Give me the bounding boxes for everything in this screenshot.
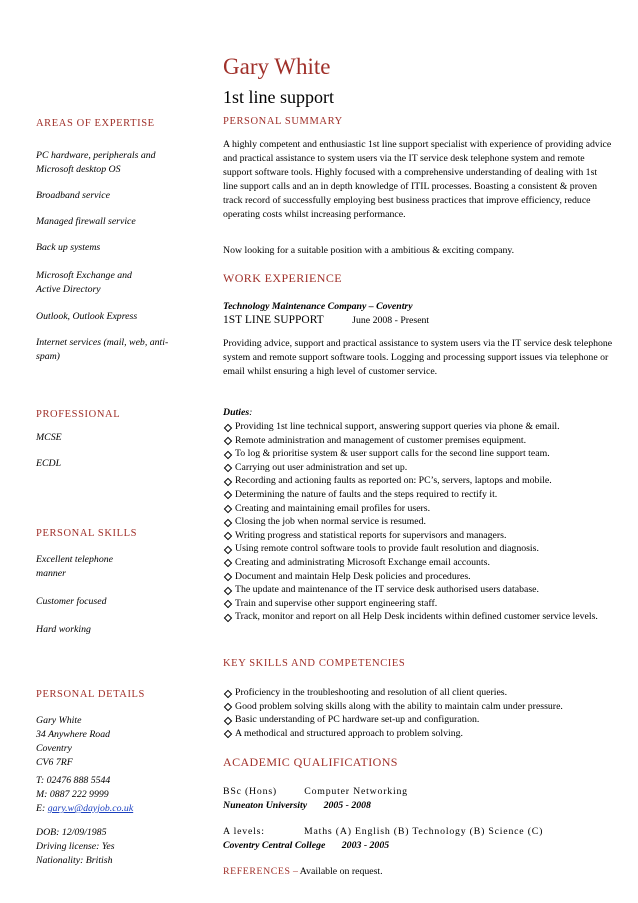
job-title: 1st line support xyxy=(223,87,334,107)
expertise-item: Outlook, Outlook Express xyxy=(36,311,138,322)
duty-item: Determining the nature of faults and the steps required to rectify it. xyxy=(223,488,613,502)
university-row xyxy=(223,799,613,813)
mobile: M: 0887 222 9999 xyxy=(36,789,109,800)
candidate-name: Gary White xyxy=(223,54,331,79)
job-row xyxy=(223,313,613,328)
email-row xyxy=(36,802,196,816)
duties-list xyxy=(223,420,613,624)
skills-heading: PERSONAL SKILLS xyxy=(36,528,138,539)
driving-license: Driving license: Yes xyxy=(36,841,115,852)
summary-text: A highly competent and enthusiastic 1st line support specialist with experience of providing advice and practical assistance to system users via the IT service desk telephone system and remote support software tools. Highly focused with a comprehensive understanding of dealing with 1st line support calls and an in depth knowledge of ITIL processes. Boasting a consistent & proven track record of successfully employing best business practices that improve efficiency, reduce operating costs whilst increasing performance. xyxy=(223,139,612,220)
key-skill-item: Proficiency in the troubleshooting and resolution of all client queries. xyxy=(223,686,613,700)
expertise-item: Broadband service xyxy=(36,190,110,201)
key-skill-item: Good problem solving skills along with the ability to maintain calm under pressure. xyxy=(223,700,613,714)
address-block xyxy=(36,714,186,770)
key-skills-list xyxy=(223,686,613,740)
address-line: 34 Anywhere Road xyxy=(36,729,111,740)
expertise-item: Microsoft Exchange and Active Directory xyxy=(36,270,132,295)
email-label: E: xyxy=(36,803,48,814)
summary-heading: PERSONAL SUMMARY xyxy=(223,116,343,127)
duty-item: Closing the job when normal service is resumed. xyxy=(223,515,613,529)
alevels-row xyxy=(223,825,613,839)
professional-heading: PROFESSIONAL xyxy=(36,409,121,420)
duties-label-row xyxy=(223,406,613,420)
expertise-item: Internet services (mail, web, anti-spam) xyxy=(36,337,169,362)
college: Coventry Central College xyxy=(223,840,326,851)
college-dates: 2003 - 2005 xyxy=(341,840,390,851)
degree: BSc (Hons) xyxy=(223,786,277,797)
education-heading: ACADEMIC QUALIFICATIONS xyxy=(223,755,398,769)
duty-item: Writing progress and statistical reports for supervisors and managers. xyxy=(223,529,613,543)
key-skill-item: A methodical and structured approach to problem solving. xyxy=(223,727,613,741)
references-text: Available on request. xyxy=(299,866,383,877)
company-name: Technology Maintenance Company – Coventry xyxy=(223,301,413,312)
address-line: CV6 7RF xyxy=(36,757,73,768)
duty-item: Remote administration and management of customer premises equipment. xyxy=(223,434,613,448)
professional-item: MCSE xyxy=(36,432,62,443)
expertise-heading: AREAS OF EXPERTISE xyxy=(36,118,155,129)
duties-label: Duties xyxy=(223,407,250,418)
skill-item: Customer focused xyxy=(36,596,107,607)
professional-item: ECDL xyxy=(36,458,62,469)
dob: DOB: 12/09/1985 xyxy=(36,827,107,838)
duty-item: Recording and actioning faults as reported on: PC’s, servers, laptops and mobile. xyxy=(223,474,613,488)
skill-item: Hard working xyxy=(36,624,91,635)
expertise-item: PC hardware, peripherals and Microsoft desktop OS xyxy=(36,150,156,175)
duty-item: Track, monitor and report on all Help Desk incidents within defined customer service levels. xyxy=(223,610,613,624)
expertise-item: Managed firewall service xyxy=(36,216,136,227)
duty-item: Creating and maintaining email profiles for users. xyxy=(223,502,613,516)
duties-colon: : xyxy=(249,407,253,418)
details-heading: PERSONAL DETAILS xyxy=(36,689,145,700)
references-row xyxy=(223,865,613,879)
key-skills-heading: KEY SKILLS AND COMPETENCIES xyxy=(223,658,406,669)
duty-item: Creating and administrating Microsoft Exchange email accounts. xyxy=(223,556,613,570)
degree-row xyxy=(223,785,613,799)
duty-item: Carrying out user administration and set up. xyxy=(223,461,613,475)
degree-subject: Computer Networking xyxy=(304,786,408,797)
duty-item: Using remote control software tools to provide fault resolution and diagnosis. xyxy=(223,542,613,556)
duty-item: Train and supervise other support engineering staff. xyxy=(223,597,613,611)
personal-info-block xyxy=(36,826,186,868)
summary-looking: Now looking for a suitable position with a ambitious & exciting company. xyxy=(223,245,515,256)
address-line: Gary White xyxy=(36,715,82,726)
expertise-item: Back up systems xyxy=(36,242,101,253)
phone: T: 02476 888 5544 xyxy=(36,775,111,786)
college-row xyxy=(223,839,613,853)
duty-item: To log & prioritise system & user support calls for the second line support team. xyxy=(223,447,613,461)
nationality: Nationality: British xyxy=(36,855,113,866)
key-skill-item: Basic understanding of PC hardware set-up and configuration. xyxy=(223,713,613,727)
experience-heading: WORK EXPERIENCE xyxy=(223,271,342,285)
job-description: Providing advice, support and practical assistance to system users via the IT service desk telephone system and remote support software tools. Logging and processing support issues via telephone or email whilst ensuring a high level of customer service. xyxy=(223,338,613,377)
references-dash: – xyxy=(290,866,300,877)
job-dates: June 2008 - Present xyxy=(352,315,430,326)
email-link[interactable]: gary.w@dayjob.co.uk xyxy=(47,803,134,814)
address-line: Coventry xyxy=(36,743,72,754)
university-dates: 2005 - 2008 xyxy=(323,800,371,811)
duty-item: Providing 1st line technical support, answering support queries via phone & email. xyxy=(223,420,613,434)
job-position: 1ST LINE SUPPORT xyxy=(223,314,324,326)
references-heading: REFERENCES xyxy=(223,866,291,877)
skill-item: Excellent telephone manner xyxy=(36,554,113,579)
contact-block xyxy=(36,774,196,816)
alevels-grades: Maths (A) English (B) Technology (B) Science (C) xyxy=(304,826,544,837)
duty-item: Document and maintain Help Desk policies and procedures. xyxy=(223,570,613,584)
university: Nuneaton University xyxy=(223,800,308,811)
duty-item: The update and maintenance of the IT service desk authorised users database. xyxy=(223,583,613,597)
alevels-label: A levels: xyxy=(223,826,265,837)
